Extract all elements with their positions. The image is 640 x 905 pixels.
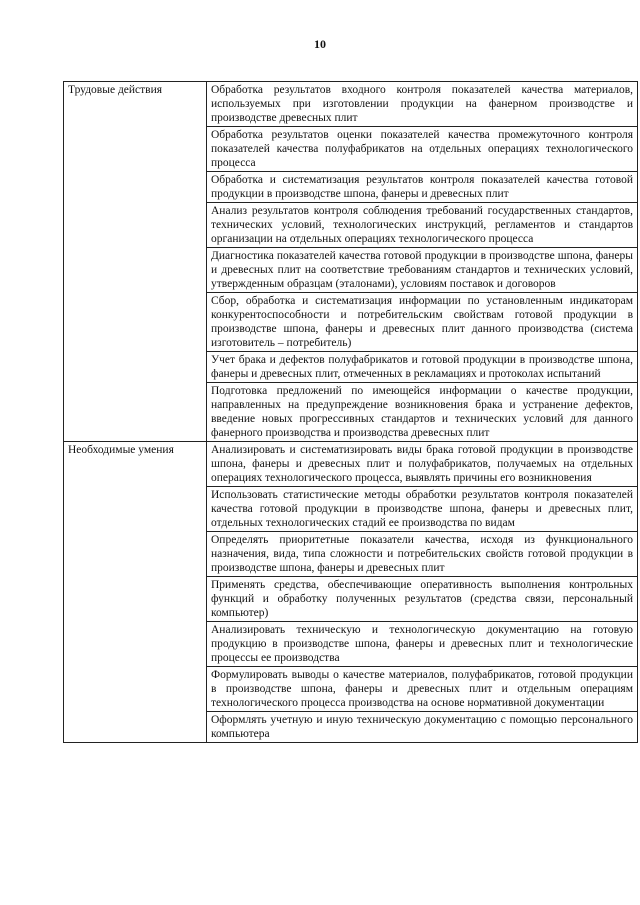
list-item: Формулировать выводы о качестве материалов, полуфабрикатов, готовой продукции в производстве шпона, фанеры и древесных плит и отдельным операциям технологического процесса производства на основе нормативной документации <box>207 666 637 711</box>
list-item: Обработка результатов оценки показателей качества промежуточного контроля показателей качества полуфабрикатов на отдельных операциях технологического процесса <box>207 126 637 171</box>
list-item: Сбор, обработка и систематизация информации по установленным индикаторам конкурентоспособности и потребительским свойствам готовой продукции в производстве шпона, фанеры и древесных плит данного производства (система изготовитель – потребитель) <box>207 292 637 351</box>
list-item: Учет брака и дефектов полуфабрикатов и готовой продукции в производстве шпона, фанеры и древесных плит, отмеченных в рекламациях и протоколах испытаний <box>207 351 637 382</box>
table-row <box>64 82 638 442</box>
list-item: Применять средства, обеспечивающие оперативность выполнения контрольных функций и обработку полученных результатов (средства связи, персональный компьютер) <box>207 576 637 621</box>
list-item: Анализировать техническую и технологическую документацию на готовую продукцию в производстве шпона, фанеры и древесных плит и технологические процессы ее производства <box>207 621 637 666</box>
row-label-required-skills: Необходимые умения <box>64 442 207 743</box>
list-item: Определять приоритетные показатели качества, исходя из функционального назначения, вида, типа сложности и потребительских свойств готовой продукции в производстве шпона, фанеры и древесных плит <box>207 531 637 576</box>
table-row <box>64 442 638 743</box>
competency-table <box>63 81 638 743</box>
list-item: Оформлять учетную и иную техническую документацию с помощью персонального компьютера <box>207 711 637 742</box>
row-label-labor-actions: Трудовые действия <box>64 82 207 442</box>
list-item: Диагностика показателей качества готовой продукции в производстве шпона, фанеры и древесных плит на соответствие требованиям стандартов и технических условий, утвержденным образцам (эталонами), условиям поставок и договоров <box>207 247 637 292</box>
labor-actions-list <box>207 82 638 442</box>
required-skills-list <box>207 442 638 743</box>
list-item: Анализ результатов контроля соблюдения требований государственных стандартов, технических условий, технологических инструкций, регламентов и стандартов организации на отдельных операциях технологического процесса <box>207 202 637 247</box>
list-item: Использовать статистические методы обработки результатов контроля показателей качества готовой продукции в производстве шпона, фанеры и древесных плит, отдельных технологических стадий ее производства по видам <box>207 486 637 531</box>
list-item: Подготовка предложений по имеющейся информации о качестве продукции, направленных на предупреждение возникновения брака и устранение дефектов, введение новых прогрессивных стандартов и технических условий для данного фанерного производства и производства древесных плит <box>207 382 637 441</box>
list-item: Анализировать и систематизировать виды брака готовой продукции в производстве шпона, фанеры и древесных плит и полуфабрикатов, получаемых на отдельных операциях технологического процесса, выявлять причины его возникновения <box>211 444 633 484</box>
list-item: Обработка и систематизация результатов контроля показателей качества готовой продукции в производстве шпона, фанеры и древесных плит <box>207 171 637 202</box>
page-number: 10 <box>314 37 326 51</box>
list-item: Обработка результатов входного контроля показателей качества материалов, используемых при изготовлении продукции на фанерном производстве и производстве древесных плит <box>211 84 633 124</box>
